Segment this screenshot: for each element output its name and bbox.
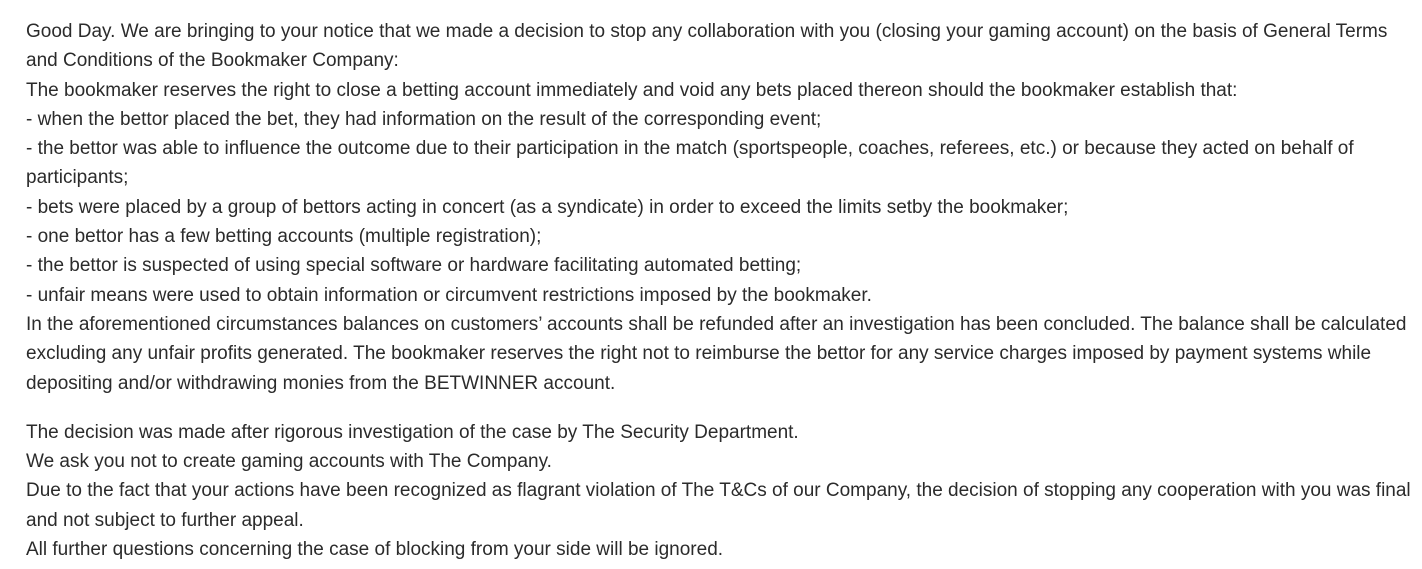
- closing-line: All further questions concerning the case of blocking from your side will be ignored.: [26, 539, 724, 561]
- final-decision-paragraph: Due to the fact that your actions have been recognized as flagrant violation of The T&Cs of our Company, the decision of stopping any cooperation with you was final and not subject to further appeal.: [26, 480, 1411, 531]
- terms-section: [26, 17, 1412, 398]
- condition-item: - the bettor is suspected of using special software or hardware facilitating automated betting;: [26, 255, 802, 277]
- refund-paragraph: In the aforementioned circumstances balances on customers’ accounts shall be refunded after an investigation has been concluded. The balance shall be calculated excluding any unfair profits generated. The bookmaker reserves the right not to reimburse the bettor for any service charges imposed by payment systems while depositing and/or withdrawing monies from the BETWINNER account.: [26, 313, 1407, 394]
- paragraph-spacer: [26, 398, 1412, 418]
- condition-item: - bets were placed by a group of bettors acting in concert (as a syndicate) in order to exceed the limits setby the bookmaker;: [26, 196, 1069, 218]
- decision-line: The decision was made after rigorous investigation of the case by The Security Department.: [26, 421, 799, 443]
- intro-paragraph: Good Day. We are bringing to your notice that we made a decision to stop any collaboration with you (closing your gaming account) on the basis of General Terms and Conditions of the Bookmaker Company:: [26, 21, 1388, 72]
- rule-intro-paragraph: The bookmaker reserves the right to close a betting account immediately and void any bets placed thereon should the bookmaker establish that:: [26, 79, 1238, 101]
- decision-section: [26, 418, 1412, 564]
- condition-item: - the bettor was able to influence the outcome due to their participation in the match (sportspeople, coaches, referees, etc.) or because they acted on behalf of participants;: [26, 138, 1354, 189]
- condition-item: - one bettor has a few betting accounts (multiple registration);: [26, 226, 542, 248]
- condition-item: - unfair means were used to obtain information or circumvent restrictions imposed by the bookmaker.: [26, 284, 872, 306]
- condition-item: - when the bettor placed the bet, they had information on the result of the corresponding event;: [26, 108, 822, 130]
- request-line: We ask you not to create gaming accounts with The Company.: [26, 451, 552, 473]
